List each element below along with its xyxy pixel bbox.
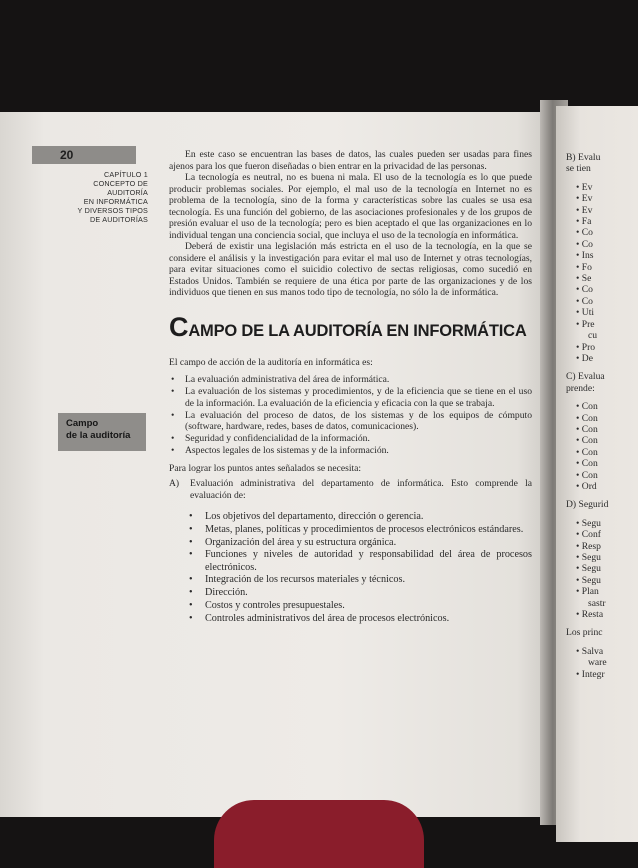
right-page-line: • Integr — [566, 669, 638, 680]
right-page-line: • De — [566, 353, 638, 364]
right-page-line: • Con — [566, 435, 638, 446]
right-page-line: • Segu — [566, 518, 638, 529]
right-page-line: • Ord — [566, 481, 638, 492]
page-number: 20 — [60, 148, 74, 162]
right-page-line: • Co — [566, 227, 638, 238]
right-page-line: prende: — [566, 382, 595, 394]
right-page-line: • Co — [566, 296, 638, 307]
section-a-letter: A) — [169, 478, 180, 489]
list-item: • Controles administrativos del área de procesos electrónicos. — [169, 613, 532, 625]
right-page-line: • Fo — [566, 262, 638, 273]
right-page-line: • Segu — [566, 563, 638, 574]
section-tab-line: Campo — [66, 418, 99, 429]
list-item: • Dirección. — [169, 587, 532, 599]
line-gap — [566, 639, 638, 646]
right-page-line: ware — [588, 657, 607, 669]
field-intro: El campo de acción de la auditoría en informática es: — [169, 356, 373, 368]
right-page-line: • Segu — [566, 552, 638, 563]
list-item: • Funciones y niveles de autoridad y responsabilidad del área de procesos electrónicos. — [169, 549, 532, 574]
line-gap — [566, 492, 638, 499]
right-page-text — [566, 152, 638, 680]
list-item: • Integración de los recursos materiales y técnicos. — [169, 574, 532, 586]
right-page-line: se tien — [566, 163, 591, 175]
right-page-line: • Resta — [566, 609, 638, 620]
right-page-line: • Ev — [566, 193, 638, 204]
right-page-line: cu — [588, 330, 598, 342]
right-page-line: • Se — [566, 273, 638, 284]
body-paragraph: Deberá de existir una legislación más estricta en el uso de la tecnología, en la que se considere el análisis y la investigación para evitar el mal uso de Internet y otras tecnologías, para evitar situaciones como el suicidio colectivo de sectas religiosas, como sucedió en Estados Unidos. También se requiere de una ética por parte de las organizaciones y de los individuos que tienen en sus manos todo tipo de tecnología, no sólo la de informática. — [169, 241, 532, 298]
red-fabric-background — [214, 800, 424, 868]
chapter-label-line: DE AUDITORÍAS — [90, 215, 148, 224]
right-page-line: • Ev — [566, 182, 638, 193]
right-page-line: • Salva — [566, 646, 638, 657]
chapter-label-line: AUDITORÍA — [107, 188, 148, 197]
body-paragraph: En este caso se encuentran las bases de datos, las cuales pueden ser usadas para fines ajenos para los que fueron diseñadas o bien entrar en la privacidad de las personas. — [169, 149, 532, 172]
section-a — [169, 478, 532, 501]
chapter-label — [40, 170, 148, 224]
right-page-line: • Co — [566, 284, 638, 295]
section-a-list — [169, 511, 532, 625]
chapter-label-line: CAPÍTULO 1 — [104, 170, 148, 179]
right-page-line: • Con — [566, 413, 638, 424]
line-gap — [566, 511, 638, 518]
list-item: • La evaluación administrativa del área de informática. — [169, 374, 532, 386]
list-item: • Costos y controles presupuestales. — [169, 600, 532, 612]
section-tab-line: de la auditoría — [66, 430, 131, 441]
line-gap — [566, 364, 638, 371]
right-page-line: • Con — [566, 470, 638, 481]
right-page-line: Los princ — [566, 627, 603, 639]
chapter-label-line: CONCEPTO DE — [93, 179, 148, 188]
right-page-line: • Conf — [566, 529, 638, 540]
list-item: • Metas, planes, políticas y procedimientos de procesos electrónicos estándares. — [169, 524, 532, 536]
chapter-label-line: EN INFORMÁTICA — [83, 197, 148, 206]
list-item: • Aspectos legales de los sistemas y de la información. — [169, 445, 532, 457]
right-page-line: D) Segurid — [566, 499, 609, 511]
section-a-text: Evaluación administrativa del departamento de informática. Esto comprende la evaluación de: — [190, 478, 532, 501]
right-page-line: • Ins — [566, 250, 638, 261]
list-item: • Organización del área y su estructura orgánica. — [169, 537, 532, 549]
right-page-line: • Con — [566, 401, 638, 412]
right-page-line: • Plan — [566, 586, 638, 597]
list-item: • La evaluación del proceso de datos, de los sistemas y de los equipos de cómputo (software, hardware, redes, bases de datos, comunicaciones). — [169, 410, 532, 433]
heading-rest: AMPO DE LA AUDITORÍA EN INFORMÁTICA — [188, 321, 527, 340]
right-page-line: • Ev — [566, 205, 638, 216]
right-page-line: • Resp — [566, 541, 638, 552]
list-item: • Seguridad y confidencialidad de la información. — [169, 433, 532, 445]
right-page-line: • Con — [566, 447, 638, 458]
right-page-line: • Con — [566, 458, 638, 469]
list-item: • La evaluación de los sistemas y procedimientos, y de la eficiencia que se tiene en el uso de la información. La evaluación de la eficiencia y eficacia con la que se trabaja. — [169, 386, 532, 409]
main-text-column — [169, 149, 532, 626]
body-paragraph: La tecnología es neutral, no es buena ni mala. El uso de la tecnología es lo que puede producir problemas sociales. Por ejemplo, el mal uso de la tecnología en Internet no es problema de la tecnología, sino de la forma y características sobre las cuales se usa esa tecnología. Es una función del gobierno, de las asociaciones profesionales y de los grupos de presión evaluar el uso de la tecnología; pero es bien aceptado el que las organizaciones en lo individual tengan una conciencia social, que incluya el uso de la tecnología en informática. — [169, 172, 532, 241]
right-page-line: • Pro — [566, 342, 638, 353]
right-page-line: sastr — [588, 597, 606, 609]
chapter-label-line: Y DIVERSOS TIPOS — [77, 206, 148, 215]
list-item: • Los objetivos del departamento, dirección o gerencia. — [169, 511, 532, 523]
goal-note: Para lograr los puntos antes señalados se necesita: — [169, 462, 362, 474]
heading-initial: C — [169, 311, 189, 342]
line-gap — [566, 620, 638, 627]
right-page-line: • Con — [566, 424, 638, 435]
line-gap — [566, 175, 638, 182]
section-heading — [169, 311, 532, 342]
line-gap — [566, 394, 638, 401]
right-page-line: • Fa — [566, 216, 638, 227]
field-list — [169, 374, 532, 457]
right-page-line: • Uti — [566, 307, 638, 318]
right-page-line: • Segu — [566, 575, 638, 586]
right-page-line: • Co — [566, 239, 638, 250]
section-tab-label — [66, 418, 146, 442]
right-page-line: • Pre — [566, 319, 638, 330]
right-page-line: C) Evalua — [566, 371, 605, 383]
right-page — [556, 106, 638, 842]
right-page-line: B) Evalu — [566, 152, 601, 163]
